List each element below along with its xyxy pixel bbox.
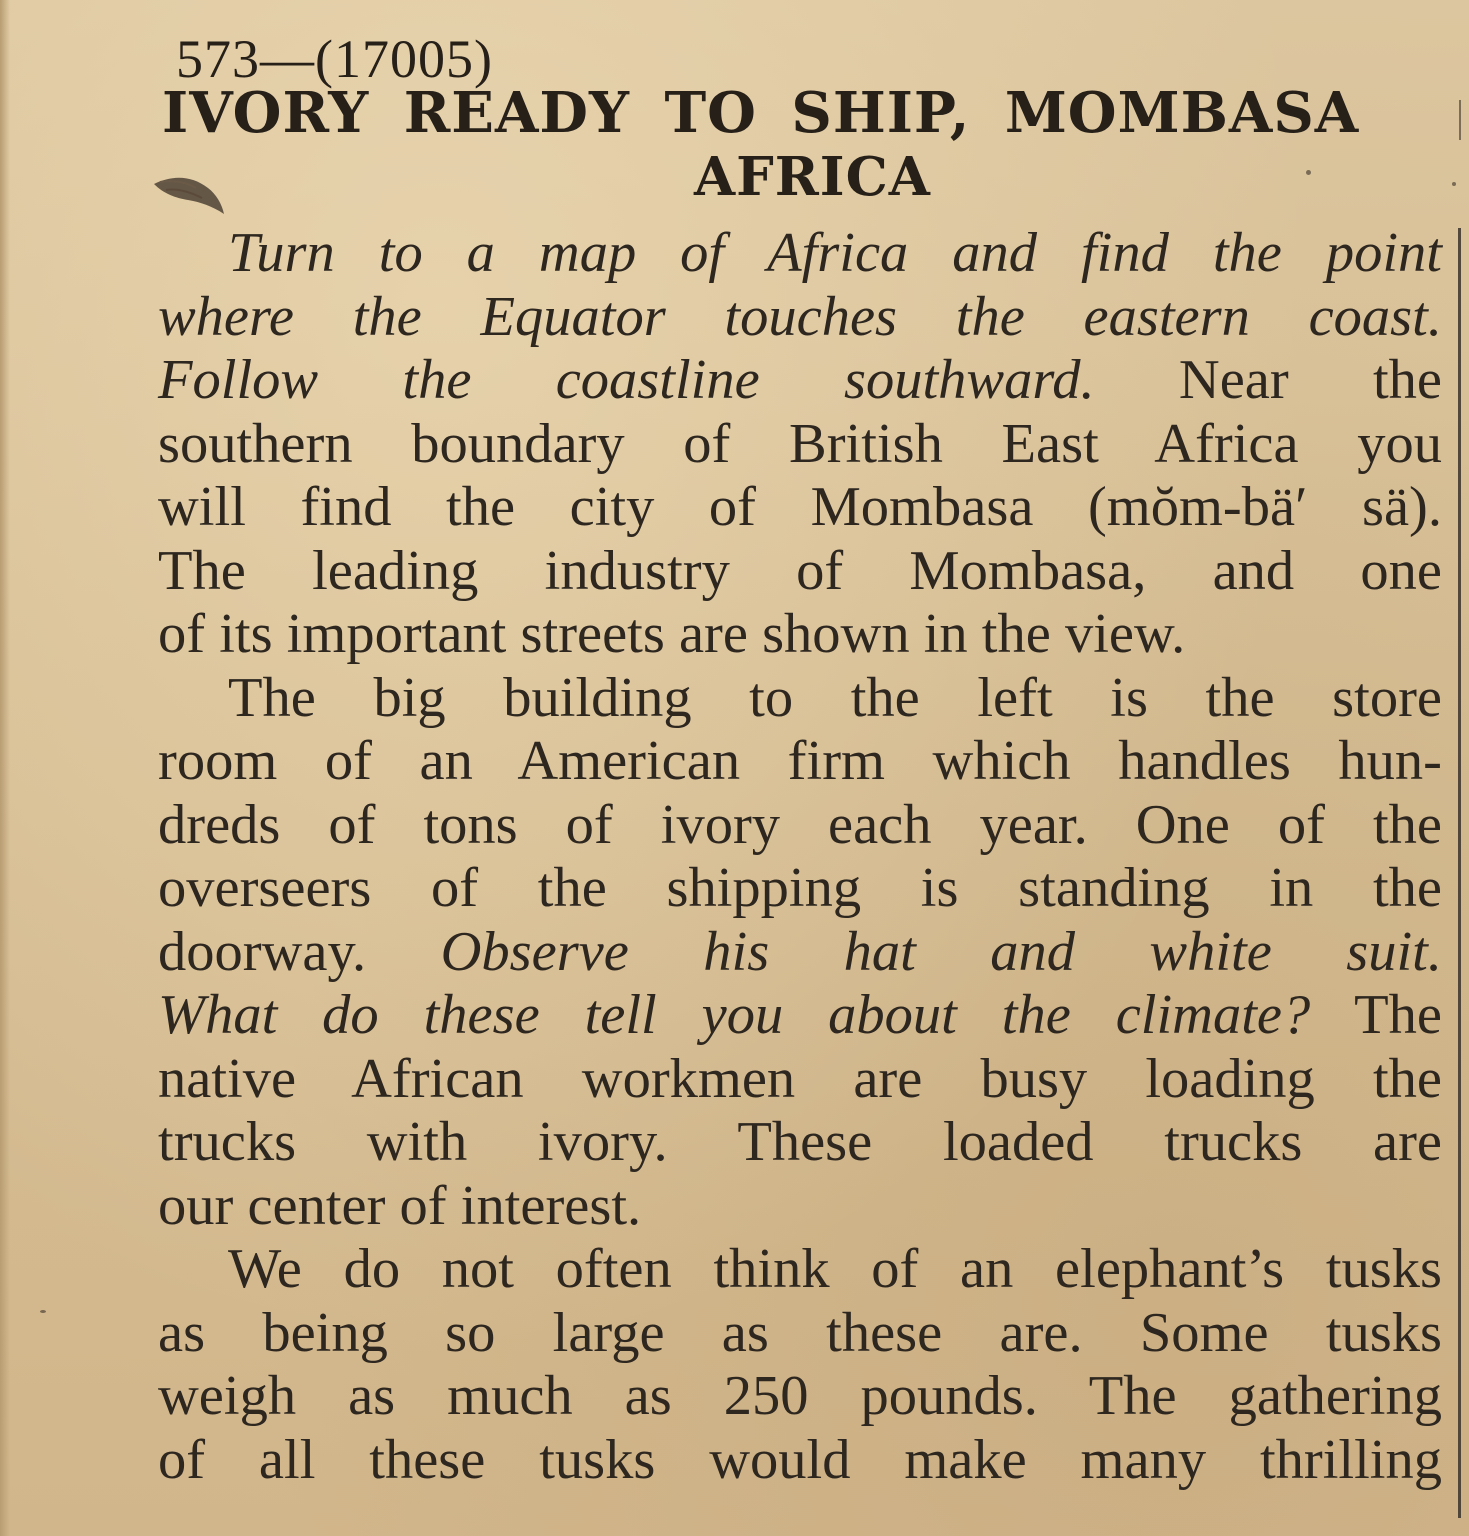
insect-stain-icon bbox=[150, 166, 230, 218]
text-segment: The leading industry of Mombasa, and one bbox=[158, 539, 1442, 602]
text-line bbox=[158, 984, 1442, 1048]
text-segment: doorway. bbox=[158, 920, 441, 983]
right-border-rule bbox=[1458, 228, 1461, 1518]
text-line bbox=[158, 730, 1442, 794]
text-segment: trucks with ivory. These loaded trucks are bbox=[158, 1111, 1442, 1173]
text-line bbox=[158, 1365, 1442, 1429]
text-line bbox=[158, 667, 1442, 731]
text-line bbox=[158, 286, 1442, 350]
text-segment: our center of interest. bbox=[158, 1174, 642, 1237]
paper-speck bbox=[1306, 170, 1311, 175]
paper-speck bbox=[1452, 182, 1456, 186]
text-segment: overseers of the shipping is standing in the bbox=[158, 857, 1442, 919]
text-line bbox=[158, 1111, 1442, 1175]
text-segment: native African workmen are busy loading the bbox=[158, 1047, 1442, 1110]
card-left-edge bbox=[0, 0, 10, 1536]
text-segment: The bbox=[1310, 984, 1442, 1046]
text-line bbox=[158, 1238, 1442, 1302]
text-segment: room of an American firm which handles hun- bbox=[158, 730, 1442, 792]
card-subtitle: AFRICA bbox=[694, 146, 931, 208]
text-line bbox=[158, 413, 1442, 477]
text-segment: The big building to the left is the store bbox=[228, 666, 1442, 729]
text-line bbox=[158, 476, 1442, 540]
text-line bbox=[158, 349, 1442, 413]
text-segment: Near the bbox=[1094, 349, 1442, 411]
text-segment: dreds of tons of ivory each year. One of the bbox=[158, 793, 1442, 856]
italic-text: where the Equator touches the eastern coast. bbox=[158, 285, 1442, 348]
catalog-number: 573—(17005) bbox=[176, 29, 493, 89]
paragraph bbox=[158, 222, 1442, 667]
text-segment: of all these tusks would make many thrilling bbox=[158, 1428, 1442, 1491]
text-segment: will find the city of Mombasa (mŏm-bä′ sä). bbox=[158, 476, 1442, 538]
paper-speck bbox=[40, 1310, 46, 1313]
text-segment: of its important streets are shown in the view. bbox=[158, 603, 1186, 665]
text-line bbox=[158, 857, 1442, 921]
text-line bbox=[158, 794, 1442, 858]
text-line bbox=[158, 540, 1442, 604]
text-line bbox=[158, 1302, 1442, 1366]
italic-text: Turn to a map of Africa and find the point bbox=[228, 222, 1442, 284]
text-segment: We do not often think of an elephant’s tusks bbox=[228, 1238, 1442, 1300]
text-segment: southern boundary of British East Africa you bbox=[158, 412, 1442, 475]
text-line bbox=[158, 1048, 1442, 1112]
text-line bbox=[158, 603, 1442, 667]
card-title: IVORY READY TO SHIP, MOMBASA bbox=[162, 80, 1360, 146]
paragraph bbox=[158, 1238, 1442, 1492]
paragraph bbox=[158, 667, 1442, 1239]
italic-text: Observe his hat and white suit. bbox=[440, 920, 1442, 983]
italic-text: Follow the coastline southward. bbox=[158, 349, 1095, 411]
text-line bbox=[158, 1175, 1442, 1239]
text-segment: weigh as much as 250 pounds. The gathering bbox=[158, 1365, 1442, 1427]
description-text bbox=[158, 222, 1442, 1492]
text-line bbox=[158, 1429, 1442, 1493]
italic-text: What do these tell you about the climate? bbox=[158, 984, 1311, 1046]
text-line bbox=[158, 222, 1442, 286]
text-segment: as being so large as these are. Some tusks bbox=[158, 1301, 1442, 1364]
text-line bbox=[158, 921, 1442, 985]
